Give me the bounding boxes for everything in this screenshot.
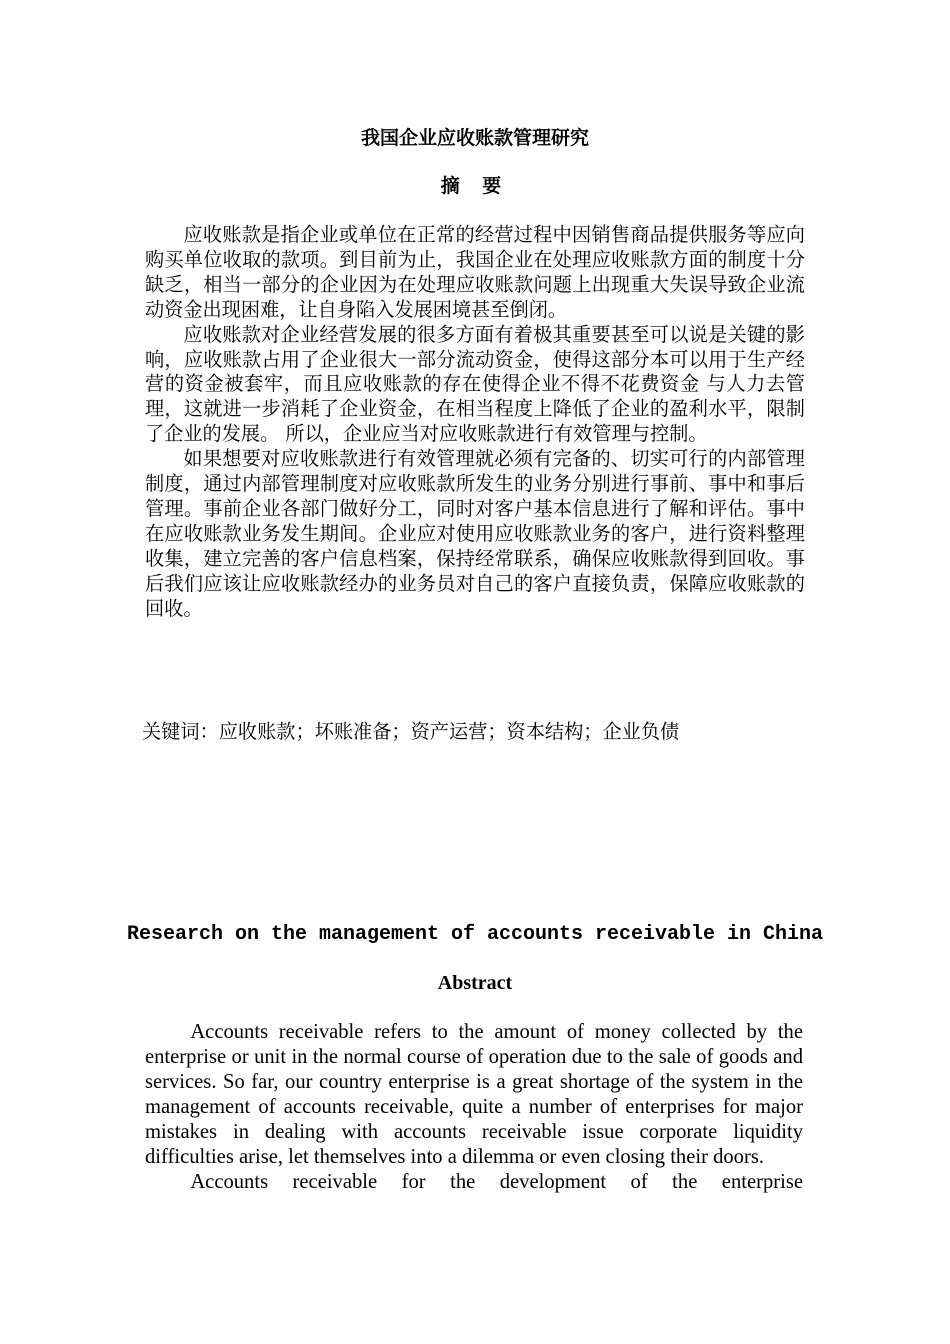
keywords-label: 关键词： (142, 720, 219, 743)
english-abstract-heading: Abstract (437, 972, 513, 994)
english-title: Research on the management of accounts receivable in China (126, 923, 824, 946)
chinese-paragraph-3: 如果想要对应收账款进行有效管理就必须有完备的、切实可行的内部管理制度，通过内部管理制度对应收账款所发生的业务分别进行事前、事中和事后管理。事前企业各部门做好分工，同时对客户基本信息进行了解和评估。事中在应收账款业务发生期间。企业应对使用应收账款业务的客户，进行资料整理收集，建立完善的客户信息档案，保持经常联系，确保应收账款得到回收。事后我们应该让应收账款经办的业务员对自己的客户直接负责，保障应收账款的回收。 (145, 447, 805, 620)
chinese-keywords (142, 719, 842, 745)
english-abstract-body (145, 1020, 803, 1195)
chinese-title: 我国企业应收账款管理研究 (360, 127, 589, 149)
chinese-paragraph-2: 应收账款对企业经营发展的很多方面有着极其重要甚至可以说是关键的影响，应收账款占用了企业很大一部分流动资金，使得这部分本可以用于生产经营的资金被套牢，而且应收账款的存在使得企业不得不花费资金 与人力去管理，这就进一步消耗了企业资金，在相当程度上降低了企业的盈利水平，限制了企业的发展。 所以，企业应当对应收账款进行有效管理与控制。 (145, 322, 805, 446)
english-paragraph-2: Accounts receivable for the development of the enterprise (190, 1171, 803, 1193)
chinese-abstract-heading: 摘 要 (440, 175, 510, 197)
keywords-list: 应收账款；坏账准备；资产运营；资本结构；企业负债 (218, 720, 680, 743)
english-paragraph-1: Accounts receivable refers to the amount of money collected by the enterprise or unit in the normal course of operation due to the sale of goods and services. So far, our country enterprise is a great shortage of the system in the management of accounts receivable, quite a number of enterprises for major mistakes in dealing with accounts receivable issue corporate liquidity difficulties arise, let themselves into a dilemma or even closing their doors. (145, 1021, 803, 1168)
chinese-paragraph-1: 应收账款是指企业或单位在正常的经营过程中因销售商品提供服务等应向购买单位收取的款项。到目前为止，我国企业在处理应收账款方面的制度十分缺乏，相当一部分的企业因为在处理应收账款问题上出现重大失误导致企业流动资金出现困难，让自身陷入发展困境甚至倒闭。 (145, 223, 805, 321)
chinese-abstract-body (145, 223, 805, 622)
